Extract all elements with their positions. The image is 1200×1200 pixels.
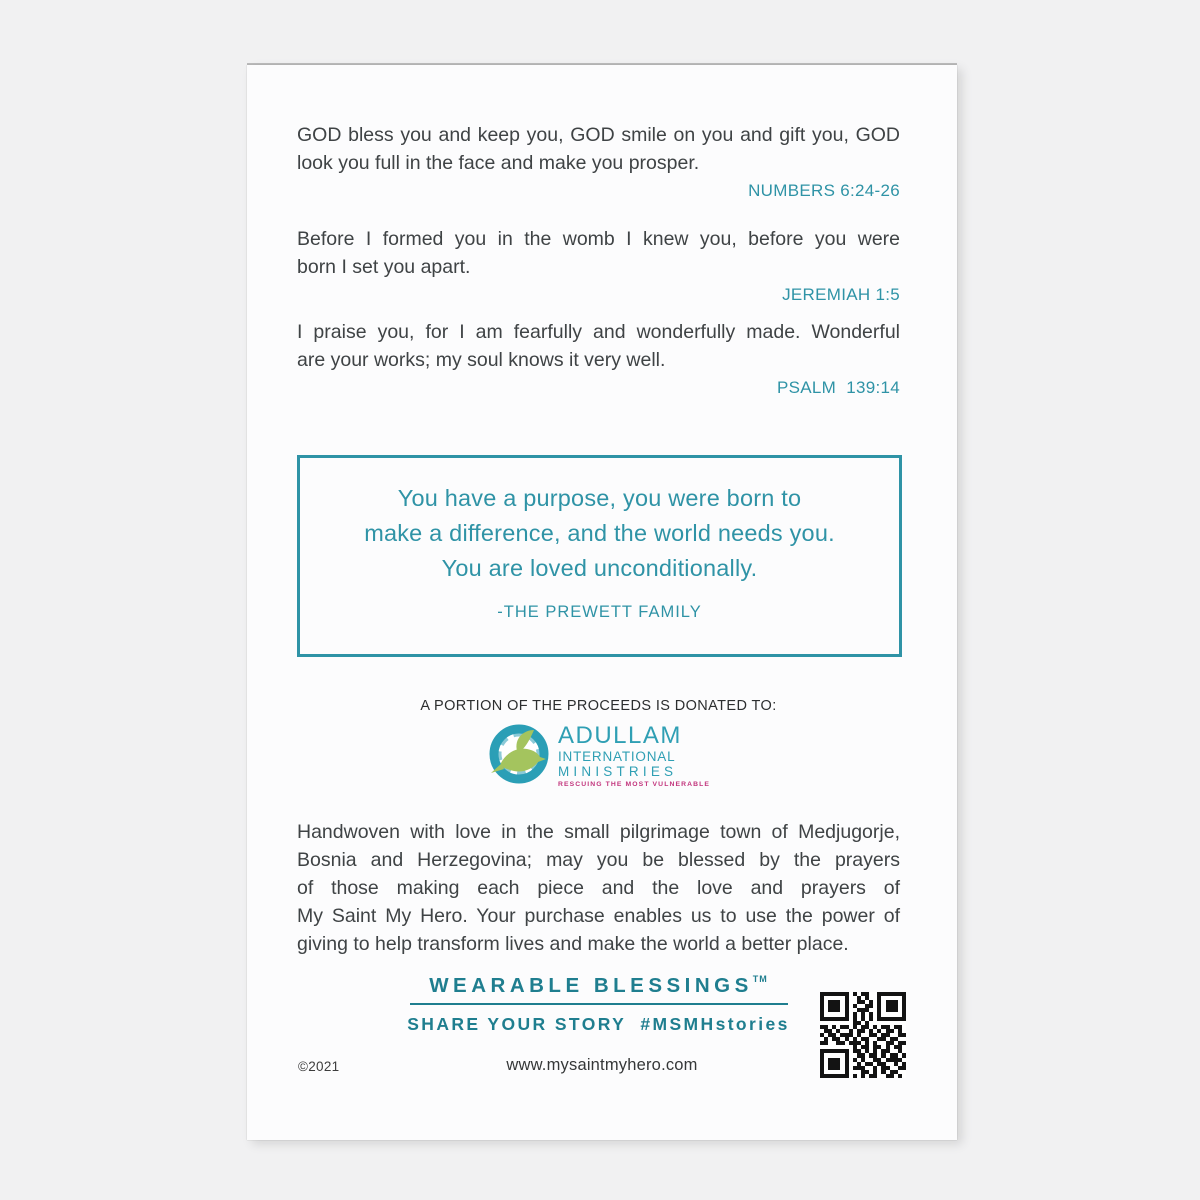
verse-jeremiah xyxy=(297,226,900,305)
verse-text-line: look you full in the face and make you prosper. xyxy=(297,151,700,174)
adullam-ministries-logo xyxy=(297,723,900,789)
brand-text: WEARABLE BLESSINGS xyxy=(429,974,753,997)
logo-wordmark xyxy=(557,721,710,789)
verse-psalm xyxy=(297,319,900,398)
copyright-year: ©2021 xyxy=(298,1059,340,1074)
quote-line: You are loved unconditionally. xyxy=(441,555,758,581)
logo-word-ministries: MINISTRIES xyxy=(557,764,678,780)
quote-line: make a difference, and the world needs you. xyxy=(364,520,835,546)
logo-tagline: RESCUING THE MOST VULNERABLE xyxy=(557,780,710,788)
card-content xyxy=(247,65,957,1035)
story-line: Handwoven with love in the small pilgrimage town of Medjugorje, xyxy=(297,821,900,843)
family-quote-box xyxy=(297,455,902,657)
scripture-reference: JEREMIAH 1:5 xyxy=(782,285,900,304)
story-line: Bosnia and Herzegovina; may you be blessed by the prayers xyxy=(297,849,900,871)
quote-attribution: -THE PREWETT FAMILY xyxy=(497,603,702,621)
verse-numbers xyxy=(297,122,900,201)
story-line: giving to help transform lives and make the world a better place. xyxy=(297,933,849,955)
verse-text-line: born I set you apart. xyxy=(297,255,471,278)
trademark-symbol: TM xyxy=(752,974,768,984)
blessing-card-back xyxy=(247,65,957,1140)
logo-word-international: INTERNATIONAL xyxy=(557,748,676,764)
website-url: www.mysaintmyhero.com xyxy=(506,1056,698,1074)
scripture-reference: PSALM 139:14 xyxy=(777,378,900,397)
scripture-reference: NUMBERS 6:24-26 xyxy=(748,181,900,200)
donation-heading: A PORTION OF THE PROCEEDS IS DONATED TO: xyxy=(420,698,777,714)
logo-word-adullam: ADULLAM xyxy=(557,721,682,749)
globe-dove-icon xyxy=(487,722,551,791)
quote-line: You have a purpose, you were born to xyxy=(397,485,802,511)
share-story-hashtag: SHARE YOUR STORY #MSMHstories xyxy=(407,1014,790,1034)
story-paragraph xyxy=(297,818,900,958)
verse-text-line: are your works; my soul knows it very well. xyxy=(297,348,666,371)
verse-text-line: GOD bless you and keep you, GOD smile on you and gift you, GOD xyxy=(297,124,900,146)
qr-code xyxy=(820,992,906,1078)
verse-text-line: I praise you, for I am fearfully and wonderfully made. Wonderful xyxy=(297,321,900,343)
story-line: My Saint My Hero. Your purchase enables us to use the power of xyxy=(297,905,900,927)
verse-text-line: Before I formed you in the womb I knew you, before you were xyxy=(297,228,900,250)
brand-divider-rule xyxy=(410,1003,788,1005)
story-line: of those making each piece and the love and prayers of xyxy=(297,877,900,899)
wearable-blessings-wordmark xyxy=(297,974,900,998)
